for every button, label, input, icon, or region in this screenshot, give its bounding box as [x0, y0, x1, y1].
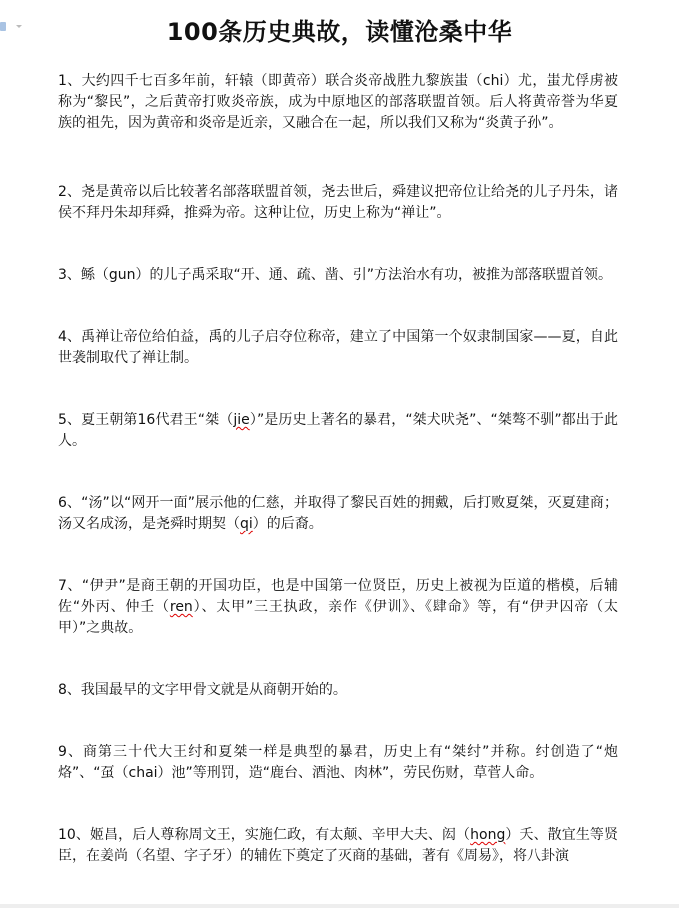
paragraph-2 [58, 182, 618, 224]
paragraph-text: ）的后裔。 [252, 516, 323, 532]
paragraph-text: ）、太甲”三王执政，亲作《伊训》、《肆命》等，有“伊尹囚帝（太甲）”之典故。 [58, 599, 618, 636]
paragraph-text: 7、“伊尹”是商王朝的开国功臣，也是中国第一位贤臣，历史上被视为臣道的楷模，后辅佐“外丙、仲壬（ [58, 578, 618, 615]
paragraph-text: 10、姬昌，后人尊称周文王，实施仁政，有太颠、辛甲大夫、闳（ [58, 827, 471, 843]
paragraph-text: 1、大约四千七百多年前，轩辕（即黄帝）联合炎帝战胜九黎族蚩（chi）尤，蚩尤俘虏被称为“黎民”，之后黄帝打败炎帝族，成为中原地区的部落联盟首领。后人将黄帝誉为华夏族的祖先，因为黄帝和炎帝是近亲，又融合在一起，所以我们又称为“炎黄子孙”。 [58, 73, 618, 131]
spellcheck-word: qi [240, 516, 253, 532]
paragraph-text: ）夭、散宜生等贤臣，在姜尚（名望、字子牙）的辅佐下奠定了灭商的基础，著有《周易》，将八卦演 [58, 827, 618, 864]
spellcheck-word: hong [470, 827, 506, 843]
paragraph-text: 4、禹禅让帝位给伯益，禹的儿子启夺位称帝，建立了中国第一个奴隶制国家——夏，自此世袭制取代了禅让制。 [58, 329, 618, 366]
paragraph-text: 2、尧是黄帝以后比较著名部落联盟首领，尧去世后，舜建议把帝位让给尧的儿子丹朱，诸侯不拜丹朱却拜舜，推舜为帝。这种让位，历史上称为“禅让”。 [58, 184, 618, 221]
paragraph-7 [58, 576, 618, 639]
spellcheck-word: ren [169, 599, 193, 615]
paragraph-text: 6、“汤”以“网开一面”展示他的仁慈，并取得了黎民百姓的拥戴，后打败夏桀，灭夏建商；汤又名成汤，是尧舜时期契（ [58, 495, 618, 532]
paragraph-text: 8、我国最早的文字甲骨文就是从商朝开始的。 [58, 682, 347, 698]
paragraph-4 [58, 327, 618, 369]
paragraph-6 [58, 493, 618, 535]
paragraph-5 [58, 410, 618, 452]
paragraph-text: 3、鲧（gun）的儿子禹采取“开、通、疏、凿、引”方法治水有功，被推为部落联盟首领。 [58, 267, 613, 283]
paragraph-9 [58, 742, 618, 784]
paragraph-1 [58, 71, 618, 134]
paragraph-8 [58, 680, 618, 701]
paragraph-3 [58, 265, 618, 286]
paragraph-text: ）”是历史上著名的暴君，“桀犬吠尧”、“桀骜不驯”都出于此人。 [58, 412, 618, 449]
document-title: 100条历史典故，读懂沧桑中华 [166, 18, 513, 46]
paragraph-text: 9、商第三十代大王纣和夏桀一样是典型的暴君，历史上有“桀纣”并称。纣创造了“炮烙”、“虿（chai）池”等刑罚，造“鹿台、酒池、肉林”，劳民伤财，草菅人命。 [58, 744, 618, 781]
document-body [58, 71, 618, 908]
paragraph-10 [58, 825, 618, 867]
spellcheck-word: jie [233, 412, 250, 428]
paragraph-text: 5、夏王朝第16代君王“桀（ [58, 412, 234, 428]
horizontal-scrollbar[interactable] [0, 904, 679, 908]
